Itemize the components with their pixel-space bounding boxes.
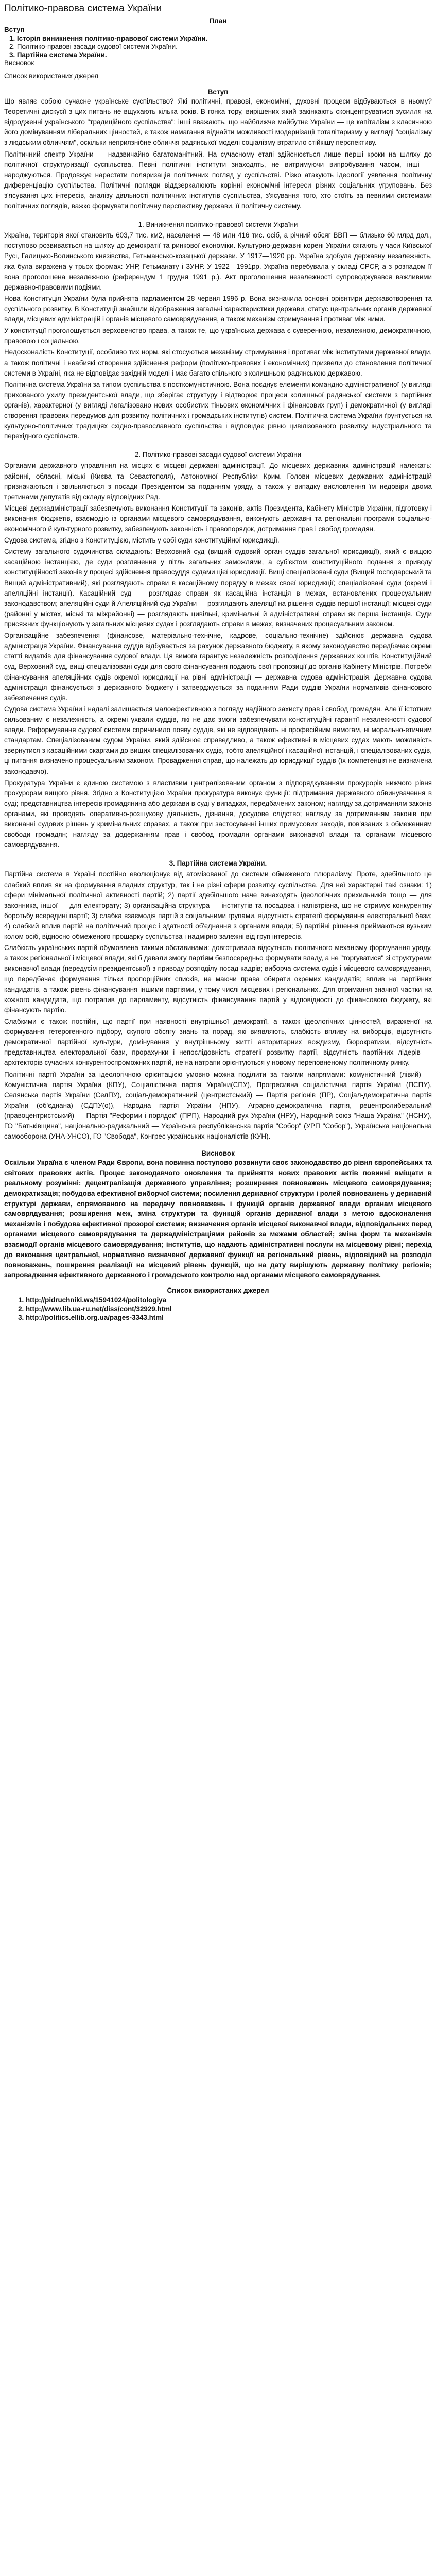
section-1-paragraph: Недосконалість Конституції, особливо тих норм, які стосуються механізму стримування і противаг між інститутами державної влади, а також політичні і неабиякі створення здійснення реформ (політико-правових і економічних) призвели до становлення політичної системи в Україні, яка не відповідає західній моделі і має багато спільного з колишньою радянською державою. <box>4 348 432 377</box>
section-2-paragraph: Організаційне забезпечення (фінансове, матеріально-технічне, кадрове, соціально-технічне) здійснює державна судова адміністрація України. Фінансування суддів відбувається за рахунок державного бюджету, в якому законодавство передбачає окремі статті видатків для фінансування судової влади. Ця вимога гарантує незалежність розподілення державних коштів. Конституційний суд, Верховний суд, вищі спеціалізовані суди для свого фінансування подають свої пропозиції до органів Кабінету Міністрів. Потреби фінансування апеляційних судів окремої юрисдикції на рівні адміністрації — державна судова адміністрація. Державна судова адміністрація фінансується з державного бюджету і затверджується за поданням Ради суддів України нормативів фінансового забезпечення судів. <box>4 632 432 702</box>
references-list <box>4 1296 432 1321</box>
section-1-paragraph: Політична система України за типом суспільства є посткомуністичною. Вона поєднує елементи командно-адміністративної (у вигляді прихованого ухилу президентської влади, що зберігає структуру і відтворює процеси колишньої радянської системи з партійних органів), характерної (у вигляді легалізовано нових особистих тіньових економічних і фінансових груп) і демократичної (у вигляді створення правових передумов для розвитку політичних і громадських інститутів) систем. Політична система України ґрунтується на культурно-політичних традиціях східно-православного суспільства і відповідає рівню цивілізованого розвитку індустріального та перехідного суспільств. <box>4 380 432 440</box>
intro-paragraph: Що являє собою сучасне українське суспільство? Які політичні, правові, економічні, духовні процеси відбуваються в ньому? Теоретичні дискусії з цих питань не вщухають кілька років. В гонка тору, вирішених який закінкають сконцентруватися зусилля на відродженні українського "традиційного суспільства"; інші вважають, що найближче майбутнє України — це капіталізм з класичною його домінуванням ліберальних цінностей, є також намагання віднайти можливості модернізації тоталітаризму у вигляді "соціалізму з людським обличчям", оскільки неприязнібне обличчя радянської моделі соціалізму втратило стійкішу перспективу. <box>4 97 432 147</box>
plan-item-3: 3. Партійна система України. <box>9 51 107 59</box>
section-3-paragraph: Слабкість українських партій обумовлена такими обставинами: довготривала відсутність політичного механізму формування уряду, а також регіональної і місцевої влади, які б давали змогу партіям безпосередньо формувати владу, а не "торгуватися" зі структурами виконавчої влади (передусім президентської) з приводу розподілу посад кадрів; виборча система судів і місцевого самоврядування, що передбачає формування тільки пропорційних списків, не маючи права обирати окремих кандидатів; вплив на партійних кандидатів, а також рівень фінансування іншими партіями, у тому числі місцевих і регіональних. Для отримання значної частки на кожного кандидата, що потрапив до парламенту, відсутність фінансування партій у відповідності до фінансового бюджету, які фінансують партію. <box>4 944 432 1014</box>
section-2-paragraph: Судова система, згідно з Конституцією, містить у собі суди конституційної юрисдикції. <box>4 536 280 545</box>
plan-intro: Вступ <box>4 26 25 33</box>
section-2-paragraph: Місцеві держадміністрації забезпечують виконання Конституції та законів, актів Президента, Кабінету Міністрів України, підготовку і виконання бюджетів, взаємодію із органами місцевого самоврядування, виконують державні та регіональні програми соціально-економічного й культурного розвитку, забезпечують законність і правопорядок, дотримання прав і свобод громадян. <box>4 504 432 533</box>
conclusion-heading: Висновок <box>201 1149 235 1158</box>
section-2-paragraph: Прокуратура України є єдиною системою з властивим централізованим органом з підпорядкуванням прокурорів нижчого рівня прокурорам вищого рівня. Згідно з Конституцією України прокуратура виконує функції: підтримання державного обвинувачення в суді; представництва інтересів громадянина або держави в суді у випадках, передбачених законом; нагляду за дотриманням законів органами, які проводять оперативно-розшукову діяльність, дізнання, досудове слідство; нагляду за дотриманням законів при виконанні судових рішень у кримінальних справах, а також при застосуванні інших примусових заходів, пов'язаних з обмеженням свободи громадян; нагляду за додержанням прав і свобод громадян органами виконавчої влади та органами місцевого самоврядування. <box>4 778 432 849</box>
references-heading: Список використаних джерел <box>167 1286 269 1295</box>
reference-link[interactable]: 3. http://politics.ellib.org.ua/pages-3343.html <box>26 1314 432 1321</box>
conclusion-text: Оскільки Україна є членом Ради Європи, вона повинна поступово розвинути своє законодавство до рівня європейських та світових правових актів. Процес законодавчого оновлення та прийняття нових правових актів повинні вміщати в реальному розумінні: децентралізація державного управління; розширення повноважень місцевого самоврядування; демократизація; побудова ефективної виборчої системи; посилення державної структури і ролей повноважень у державній структурі держави, спрямованого на передачу повноважень і функцій органів державної влади органам місцевого самоврядування; розширення меж, зміна структури та функцій органів державної влади з метою вдосконалення механізмів і побудова ефективної прозорої системи; визначення органів місцевої виконавчої влади, відповідальних перед органами місцевого самоврядування та держадміністраціями районів за межами областей; зміна форм та механізмів взаємодії органів місцевого самоврядування; інститутів, що надають адміністративні послуги на місцевому рівні; перехід до виконання центральної, нормативно визначеної державної функції на регіональний рівень, відповідний на розподіл повноважень, поширення реалізації на місцевий рівень функцій, що на дату вирішують державну політику регіонів; запровадження ефективного державного і громадського контролю над органами місцевого самоврядування. <box>4 1159 432 1279</box>
intro-heading: Вступ <box>207 88 229 96</box>
section-2-paragraph: Систему загального судочинства складають: Верховний суд (вищий судовий орган суддів загальної юрисдикції), який є вищою касаційною інстанцією, де суди розглянення у пітль загальних заможлями, а суб'єктом конституційного подання з приводу конституційності законів у процесі здійснення правосуддя судами цієї юрисдикції. Вищі спеціалізовані суди (Вищий господарський та Вищий адміністративний), які розглядають справи в касаційному порядку в межах своєї юрисдикції; спеціалізовані суди (окремі і апеляційні інстанції). Касаційний суд — розглядає справи як касаційна інстанція в межах, встановлених процесуальним законодавством; апеляційні суди й Апеляційний суд України — розглядають апеляції на рішення суддів першої інстанції; місцеві суди (районні у містах, міські та міжрайонні) — розглядають цивільні, кримінальні й адміністративні справи як перша інстанція. Суди присяжних функціонують у загальних місцевих судах і розглядають справи в межах, визначених процесуальним законом. <box>4 548 432 629</box>
plan-conclusion: Висновок <box>4 59 34 67</box>
section-1-heading: 1. Виникнення політико-правової системи України <box>138 221 298 229</box>
intro-paragraph: Політичний спектр України — надзвичайно багатоманітний. На сучасному етапі здійснюється лише перші кроки на шляху до політичної структуризації суспільства. Певні політичні інститути знаходять, не витримуючи випробування часом, інші — народжуються. Продовжує нарастати поляризація політичних погляд у суспільстві. Різко атакують ідеології уявлення політичну диференціацію суспільства. Політичні погляди віддзеркалюють корінні економічні інтереси різних соціальних угруповань. Без з'ясування цих інтересів, аналізу діяльності політичних інститутів суспільства, з'ясування того, хто стоїть за певними системами політичних поглядів, важко формувати політичну перспективу держави, її політичну систему. <box>4 150 432 210</box>
reference-link[interactable]: 1. http://pidruchniki.ws/15941024/politologiya <box>26 1296 432 1304</box>
section-1-paragraph: Україна, територія якої становить 603,7 тис. км2, населення — 48 млн 416 тис. осіб, а річний обсяг ВВП — близько 60 млрд дол., поступово розвивається на шляху до демократії та ринкової економіки. Культурно-державні корені України сягають у часи Київської Русі, Галицько-Волинського князівства, Гетьмансько-козацької держави. У 1917—1920 рр. Україна здобула державну незалежність, яка була виражена у трьох формах: УНР, Гетьманату і ЗУНР. У 1922—1991рр. Україна перебувала у складі СРСР, а з розпадом її вона проголошена незалежною (референдум 1 грудня 1991 р.). Акт проголошення незалежності супроводжувався важливими державно-правовими подіями. <box>4 231 432 291</box>
section-2-paragraph: Судова система України і надалі залишається малоефективною з погляду надійного захисту прав і свобод громадян. Але її істотним сильованим є незалежність, а окремі ухвали суддів, які не дає змоги забезпечувати конституційні гарантії незалежності судової влади. Реформування судової системи спричинило появу суддів, які не відповідають ні професійним вимогам, ні морально-етичним стандартам. Спеціалізованим судом України, який здійснює справедливо, а також ефективні в місцевих судах мають можливість звернутися з касаційними скаргами до вищих спеціалізованих судів, тобто апеляційної і касаційної інстанцій, і спеціалізованих судів, ці питання визначено процесуальним законом. Провадження справ, що належать до юрисдикції суддів (їх компетенція не визначена законодавчо). <box>4 705 432 775</box>
plan-references: Список використаних джерел <box>4 72 99 80</box>
section-3-heading: 3. Партійна система України. <box>169 859 267 868</box>
section-3-paragraph: Партійна система в Україні постійно еволюціонує від атомізованої до системи обмеженого плюралізму. Проте, здебільшого це слабкий вплив як на формування владних структур, так і на різні сфери розвитку суспільства. Для неї характерні такі ознаки: 1) сфери мінімальної політичної активності партій; 2) партії здебільшого наче винаходять ідеологічних прихильників тощо — для законника, іншої — для електорату; 3) організаційна структура — інститутів та посадова і напівтрівна, що не стримує конкурентну боротьбу всередині партії; 3) слабка взаємодія партій з соціальними групами, відсутність стратегії формування електоральної бази; 4) слабкий вплив партій на політичний процес і здатності об'єднання з органами влади; 5) партійні рішення приймаються вузьким колом осіб, відносно обмеженого прошарку суспільства і надмірно залежні від груп інтересів. <box>4 870 432 941</box>
plan-heading: План <box>209 17 227 25</box>
section-1-paragraph: У конституції проголошується верховенство права, а також те, що українська держава є суверенною, незалежною, демократичною, правовою і соціальною. <box>4 327 432 345</box>
section-2-heading: 2. Політико-правові засади судової системи України <box>134 451 302 459</box>
section-3-paragraph: Політичні партії України за ідеологічною орієнтацією умовно можна поділити за такими напрямами: комуністичний (лівий) — Комуністична партія України (КПУ), Соціалістична партія України(СПУ), Прогресивна соціалістична партія України (ПСПУ), Селянська партія України (СелПУ), соціал-демократичний (центристський) — Партія регіонів (ПР), Соціал-демократична партія України (об'єднана) (СДПУ(о)), Народна партія України (НПУ), Аграрно-демократична партія, рецентролиберальний (правоцентристський) — Партія "Реформи і порядок" (ПРП), Народний рух України (НРУ), Народний союз "Наша Україна" (НСНУ), ГО "Батьківщина", національно-радикальний — Українська республіканська партія "Собор" (УРП "Собор"), Українська національна самооборона (УНА-УНСО), ГО "Свобода", Конгрес українських націоналістів (КУН). <box>4 1070 432 1141</box>
section-1-paragraph: Нова Конституція України була прийнята парламентом 28 червня 1996 р. Вона визначила основні орієнтири державотворення та суспільного розвитку. В Конституції знайшли відображення загальні характеристики держави, статус центральних органів державної влади, місцевих адміністрацій і органів місцевого самоврядування, а також механізм стримування і противаг між ними. <box>4 294 432 324</box>
section-2-paragraph: Органами державного управління на місцях є місцеві державні адміністрації. До місцевих державних адміністрацій належать: районні, обласні, міські (Києва та Севастополя), Автономної Республіки Крим. Голови місцевих державних адміністрацій призначаються і звільняються з посади Президентом за поданням уряду, а також у випадку висловлення їм недовіри двома третинами депутатів від складу відповідних Рад. <box>4 462 432 501</box>
reference-link[interactable]: 2. http://www.lib.ua-ru.net/diss/cont/32929.html <box>26 1305 432 1313</box>
section-3-paragraph: Слабкими є також постійні, що партії при наявності внутрішньої демократії, а також ідеологічних цінностей, вираженої на формування гетерогенного підбору, скупого обсягу знань та порад, які виявляють, слабкість впливу на виборців, відсутність демократичної партійної культури, домінування у внутрішньому житті авторитарних вождизму, бюрократизм, відсутність представництва електоральної бази, прорахунки і непослідовність стратегії розвитку партії, відсутність партійних лідерів — архітекторів сучасних конкурентоспроможних партій, не на натрапи орієнтуються у новому переповненому політичному ринку. <box>4 1017 432 1067</box>
document-title: Політико-правова система України <box>4 3 162 14</box>
plan-item-2: 2. Політико-правові засади судової системи України. <box>9 43 178 50</box>
plan-item-1: 1. Історія виникнення політико-правової системи України. <box>9 35 208 42</box>
